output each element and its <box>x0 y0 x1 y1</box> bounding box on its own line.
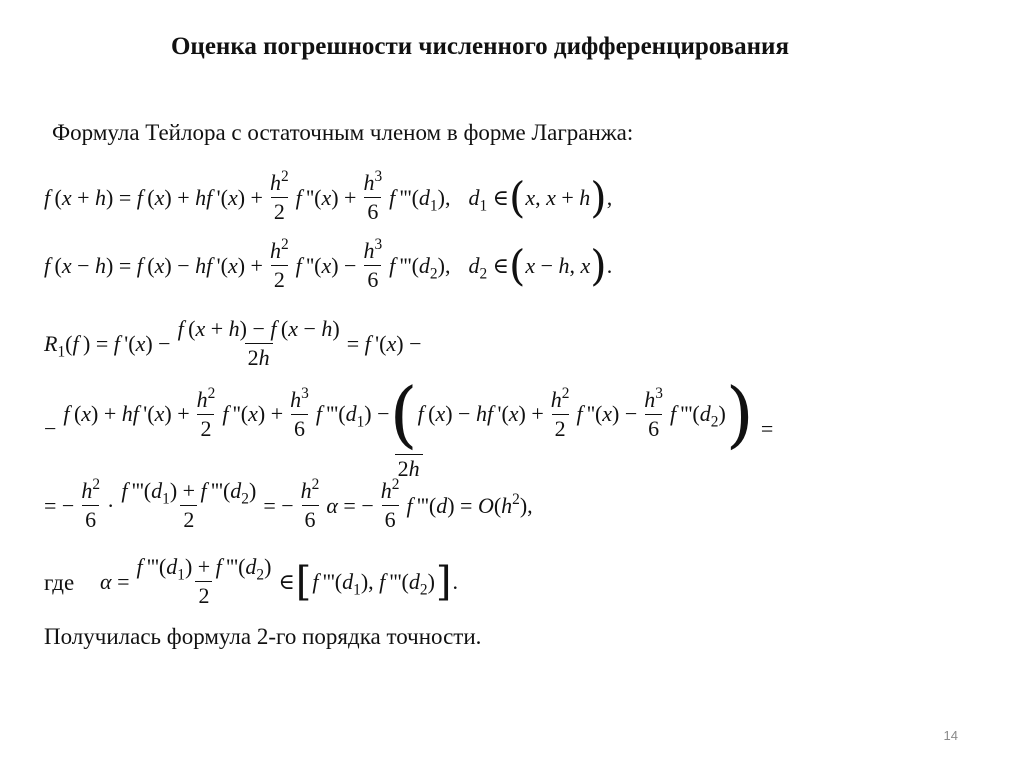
error-result-equation: = − $\frac{h^2}{6}$ · $\frac{f '''(d_1) + f '''(d_2)}{2}$ = − $\frac{h^2}{6}$ α = − $\frac{h^2}{6}$ f '''$(d) = O(h^2)$, <box>44 475 533 532</box>
error-definition-equation: $R_1(f$ ) = f '(x) − $\frac{f (x + h) - f (x - h)}{2h}$ = f '(x) − <box>44 316 422 370</box>
where-label: где <box>44 570 75 595</box>
alpha-definition-equation: α = $\frac{f '''(d_1) + f '''(d_2)}{2}$ ∈ [ f '''$(d_1)$, f '''$(d_2)$ ] . <box>100 554 459 608</box>
page-number: 14 <box>943 728 958 743</box>
taylor-forward-equation: f (x + h) = f (x) + hf '(x) + $\frac{h^2}{2}$ f ''(x) + $\frac{h^3}{6}$ f '''$(d_1)$, $d_1$ ∈ ( x, x + h ) , <box>44 167 613 224</box>
slide-title: Оценка погрешности численного дифференцирования <box>170 33 789 60</box>
taylor-backward-equation: f (x − h) = f (x) − hf '(x) + $\frac{h^2}{2}$ f ''(x) − $\frac{h^3}{6}$ f '''$(d_2)$, $d_2$ ∈ ( x − h, x ) . <box>44 235 613 292</box>
intro-text: Формула Тейлора с остаточным членом в форме Лагранжа: <box>52 120 634 145</box>
error-expansion-equation: − f (x) + hf '(x) + $\frac{h^2}{2}$ f ''(x) + $\frac{h^3}{6}$ f '''$(d_1)$ − ( f (x) − hf '(x) + $\frac{h^2}{2}$ f ''(x) − $\frac{h^3}{6}$ f '''$(d_2)$ ) 2h = <box>44 372 774 481</box>
conclusion-text: Получилась формула 2-го порядка точности. <box>44 624 482 649</box>
